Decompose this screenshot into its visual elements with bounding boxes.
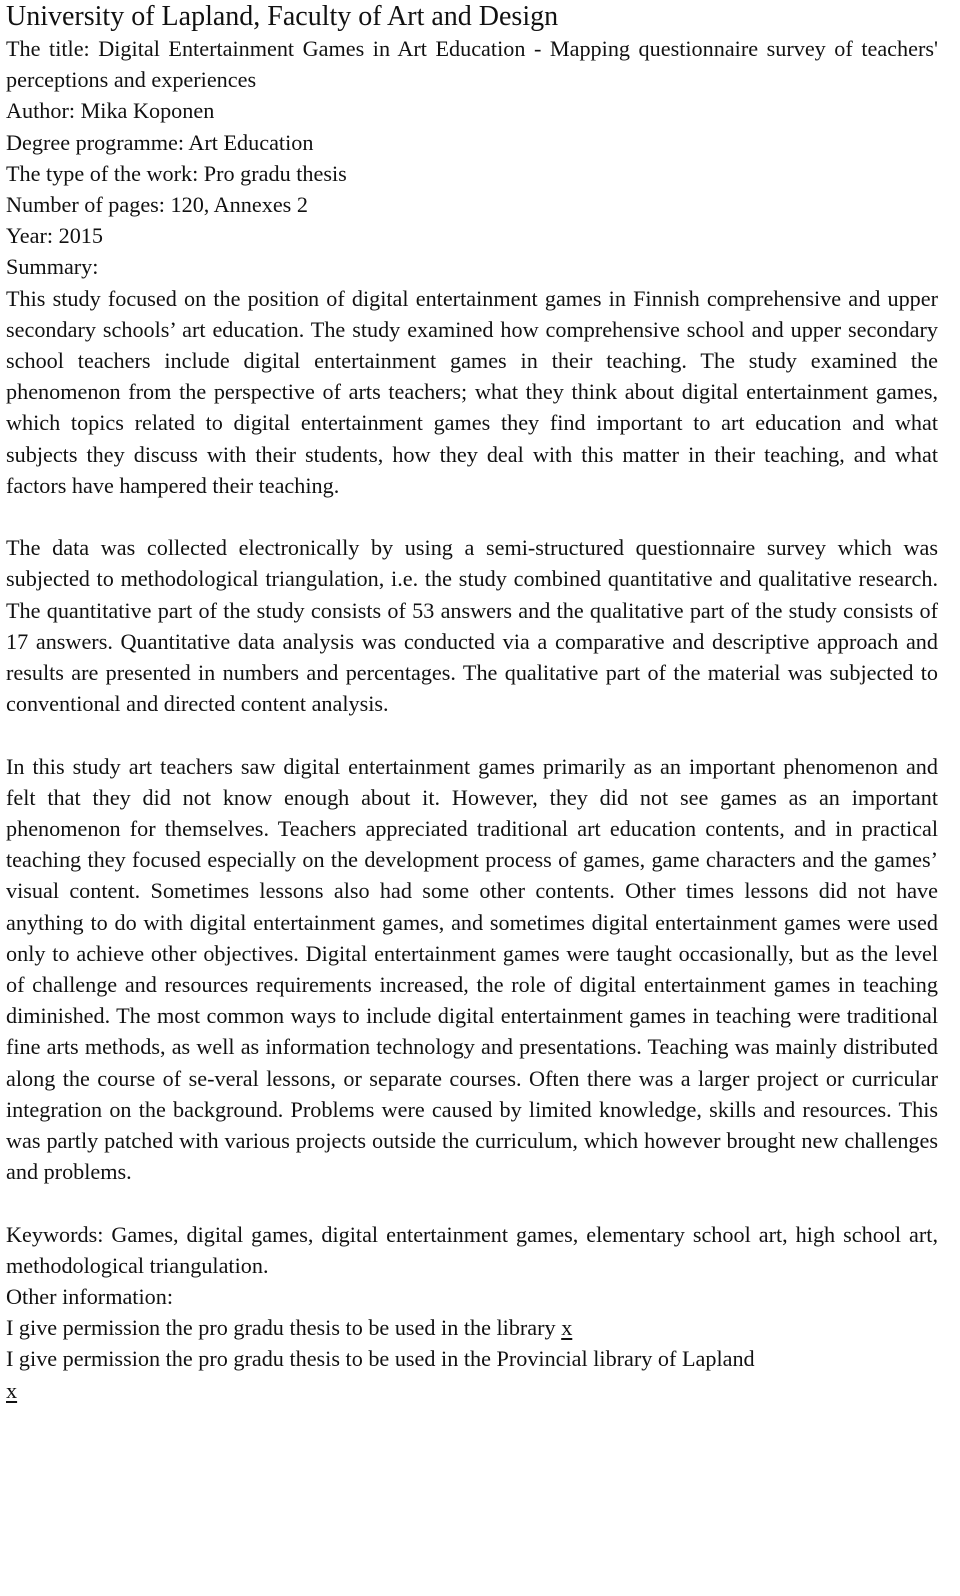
work-type-line: The type of the work: Pro gradu thesis	[6, 160, 347, 186]
permission-library-line	[6, 1312, 938, 1343]
other-information-label: Other information:	[6, 1284, 173, 1310]
permission-library-text: I give permission the pro gradu thesis to be used in the library	[6, 1315, 562, 1341]
permission-library-mark: x	[561, 1315, 573, 1341]
summary-paragraph-3: In this study art teachers saw digital entertainment games primarily as an important phenomenon and felt that they did not know enough about it. However, they did not see games as an important phenomenon for themselves. Teachers appreciated traditional art education contents, and in practical teaching they focused especially on the development process of games, game characters and the games’ visual content. Sometimes lessons also had some other contents. Other times lessons did not have anything to do with digital entertainment games, and sometimes digital entertainment games were used only to achieve other objectives. Digital entertainment games were taught occasionally, but as the level of challenge and resources requirements increased, the role of digital entertainment games in teaching diminished. The most common ways to include digital entertainment games in teaching were traditional fine arts methods, as well as information technology and presentations. Teaching was mainly distributed along the course of se-veral lessons, or separate courses. Often there was a larger project or curricular integration on the background. Problems were caused by limited knowledge, skills and resources. This was partly patched with various projects outside the curriculum, which however brought new challenges and problems.	[6, 753, 938, 1185]
permission-provincial-mark: x	[6, 1377, 18, 1403]
page-count-line: Number of pages: 120, Annexes 2	[6, 192, 308, 218]
degree-programme-line: Degree programme: Art Education	[6, 129, 314, 155]
paragraph-spacer	[6, 501, 938, 532]
permission-provincial-line: I give permission the pro gradu thesis to be used in the Provincial library of Lapland	[6, 1346, 755, 1372]
institution-heading: University of Lapland, Faculty of Art and Design	[6, 1, 559, 32]
paragraph-spacer	[6, 719, 938, 750]
summary-label: Summary:	[6, 254, 99, 280]
year-line: Year: 2015	[6, 223, 103, 249]
thesis-title: The title: Digital Entertainment Games in Art Education - Mapping questionnaire survey of teachers' perceptions and experiences	[6, 36, 938, 93]
summary-paragraph-1: This study focused on the position of digital entertainment games in Finnish comprehensive and upper secondary schools’ art education. The study examined how comprehensive school and upper secondary school teachers include digital entertainment games in their teaching. The study examined the phenomenon from the perspective of arts teachers; what they think about digital entertainment games, which topics related to digital entertainment games they find important to art education and what subjects they discuss with their students, how they deal with this matter in their teaching, and what factors have hampered their teaching.	[6, 285, 938, 498]
paragraph-spacer	[6, 1187, 938, 1218]
author-line: Author: Mika Koponen	[6, 98, 215, 124]
summary-paragraph-2: The data was collected electronically by using a semi-structured questionnaire survey which was subjected to methodological triangulation, i.e. the study combined quantitative and qualitative research. The quantitative part of the study consists of 53 answers and the qualitative part of the study consists of 17 answers. Quantitative data analysis was conducted via a comparative and descriptive approach and results are presented in numbers and percentages. The qualitative part of the material was subjected to conventional and directed content analysis.	[6, 535, 938, 717]
keywords-paragraph: Keywords: Games, digital games, digital entertainment games, elementary school art, high school art, methodological triangulation.	[6, 1221, 938, 1278]
